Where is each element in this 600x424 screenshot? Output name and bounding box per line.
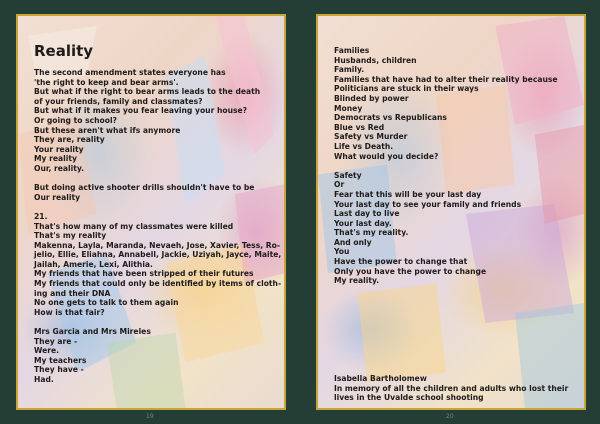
poem-line: Have the power to change that xyxy=(334,257,468,267)
poem-line: Or going to school? xyxy=(34,115,117,125)
poem-line: No one gets to talk to them again xyxy=(34,298,179,308)
poem-line: The second amendment states everyone has xyxy=(34,68,226,77)
poem-line: 'the right to keep and bear arms'. xyxy=(34,77,179,87)
poem-line: Your reality xyxy=(34,144,84,154)
poem-line: Or xyxy=(334,180,345,190)
poem-line: Democrats vs Republicans xyxy=(334,113,447,123)
poem-line: Families that have had to alter their reality because xyxy=(334,74,558,84)
poem-line: Safety xyxy=(334,170,362,180)
poem-line: But doing active shooter drills shouldn't have to be xyxy=(34,183,255,193)
page-number-left: 19 xyxy=(146,413,154,420)
page-number-right: 20 xyxy=(446,413,454,420)
poem-line: Makenna, Layla, Maranda, Nevaeh, Jose, Xavier, Tess, Ro- xyxy=(34,240,280,250)
poem-line: Your last day to see your family and friends xyxy=(334,199,522,209)
poem-line: My friends that have been stripped of their futures xyxy=(34,269,254,279)
right-page-text xyxy=(334,46,574,286)
poem-line: You xyxy=(334,247,350,257)
author-signature xyxy=(334,374,568,403)
poem-line xyxy=(334,161,574,171)
poem-line: Politicians are stuck in their ways xyxy=(334,84,479,94)
poem-line: How is that fair? xyxy=(34,307,105,317)
poem-line: Jailah, Amerie, Lexi, Alithia. xyxy=(34,259,153,269)
poem-line: Blue vs Red xyxy=(334,122,385,132)
signature-line: In memory of all the children and adults who lost their xyxy=(334,383,569,393)
poem-line: Blinded by power xyxy=(334,93,409,103)
poem-line: That's my reality. xyxy=(334,228,409,238)
poem-line: Families xyxy=(334,46,370,55)
poem-line: 21. xyxy=(34,211,48,221)
poem-line: Mrs Garcia and Mrs Mireles xyxy=(34,327,151,337)
poem-line: Our, reality. xyxy=(34,163,85,173)
poem-line: Life vs Death. xyxy=(334,141,394,151)
poem-line: That's how many of my classmates were killed xyxy=(34,221,234,231)
poem-title: Reality xyxy=(34,42,94,60)
poem-line: But what if the right to bear arms leads to the death xyxy=(34,87,261,97)
poem-line xyxy=(34,317,274,327)
poem-line: They are, reality xyxy=(34,135,105,145)
poem-line: Fear that this will be your last day xyxy=(334,189,482,199)
poem-lines-right xyxy=(334,46,574,286)
right-page xyxy=(316,14,586,410)
poem-line: Had. xyxy=(34,375,54,384)
poem-line: But what if it makes you fear leaving your house? xyxy=(34,106,248,116)
poem-line: Only you have the power to change xyxy=(334,266,487,276)
poem-line: My reality xyxy=(34,154,77,164)
left-page xyxy=(16,14,286,410)
poem-line: of your friends, family and classmates? xyxy=(34,96,203,106)
poem-line: They are - xyxy=(34,336,78,346)
poem-line xyxy=(34,202,274,212)
poem-line: What would you decide? xyxy=(334,151,439,161)
poem-line: But these aren't what ifs anymore xyxy=(34,125,181,135)
left-page-text xyxy=(34,28,282,385)
poem-line: They have - xyxy=(34,365,84,375)
poem-line: Were. xyxy=(34,346,60,356)
poem-line: And only xyxy=(334,237,372,247)
poem-line: ing and their DNA xyxy=(34,288,111,298)
poem-line: Our reality xyxy=(34,192,81,202)
poem-line: My friends that could only be identified by items of cloth- xyxy=(34,279,282,289)
poem-line: Last day to live xyxy=(334,209,400,219)
poem-lines-left xyxy=(34,68,282,385)
poem-line xyxy=(34,174,274,184)
poem-line: Family. xyxy=(334,65,365,75)
poem-line: jelio, Ellie, Eliahna, Annabell, Jackie, Uziyah, Jayce, Maite, xyxy=(34,250,282,260)
signature-line: Isabella Bartholomew xyxy=(334,374,427,383)
poem-line: Husbands, children xyxy=(334,55,417,65)
poem-line: Your last day. xyxy=(334,218,392,228)
poem-line: Safety vs Murder xyxy=(334,132,408,142)
poem-line: That's my reality xyxy=(34,231,107,241)
signature-line: lives in the Uvalde school shooting xyxy=(334,393,484,403)
poem-line: My teachers xyxy=(34,355,87,365)
poem-line: Money xyxy=(334,103,363,113)
poem-line: My reality. xyxy=(334,276,380,286)
